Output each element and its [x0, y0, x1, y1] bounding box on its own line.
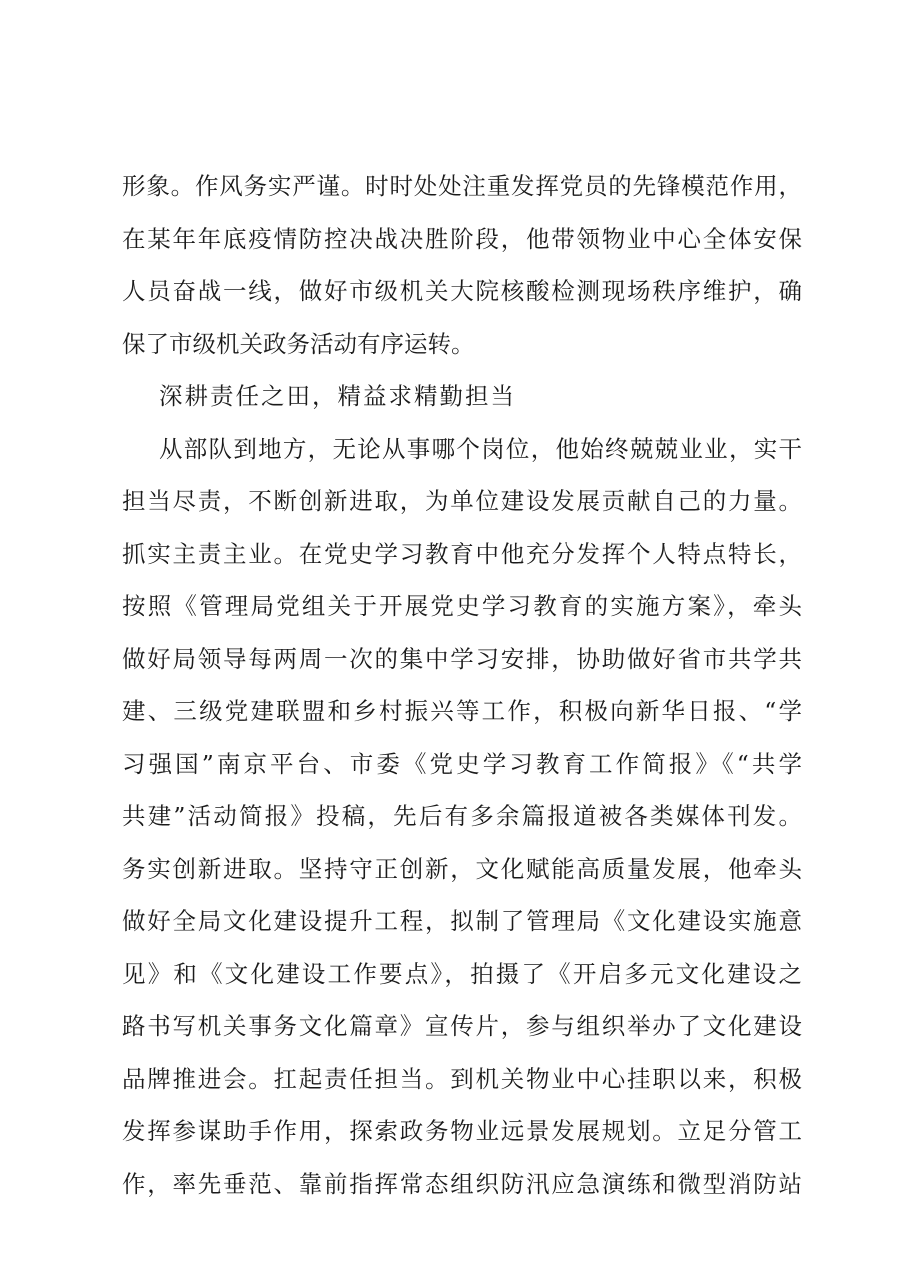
paragraph-line: 人员奋战一线，做好市级机关大院核酸检测现场秩序维护，确	[122, 277, 802, 305]
paragraph-line: 做好全局文化建设提升工程，拟制了管理局《文化建设实施意	[122, 907, 802, 935]
paragraph-line: 发挥参谋助手作用，探索政务物业远景发展规划。立足分管工	[122, 1117, 802, 1145]
paragraph-line: 按照《管理局党组关于开展党史学习教育的实施方案》，牵头	[122, 592, 802, 620]
paragraph-line: 见》和《文化建设工作要点》，拍摄了《开启多元文化建设之	[122, 959, 802, 988]
paragraph-line: 担当尽责，不断创新进取，为单位建设发展贡献自己的力量。	[122, 487, 802, 515]
paragraph-line: 做好局领导每两周一次的集中学习安排，协助做好省市共学共	[122, 644, 802, 673]
paragraph-line: 形象。作风务实严谨。时时处处注重发挥党员的先锋模范作用，	[122, 172, 802, 200]
paragraph-line: 抓实主责主业。在党史学习教育中他充分发挥个人特点特长，	[122, 539, 802, 568]
paragraph-line: 建、三级党建联盟和乡村振兴等工作，积极向新华日报、“学	[122, 697, 802, 725]
section-heading: 深耕责任之田，精益求精勤担当	[159, 382, 516, 410]
paragraph-line: 在某年年底疫情防控决战决胜阶段，他带领物业中心全体安保	[122, 224, 802, 253]
paragraph-line: 保了市级机关政务活动有序运转。	[122, 329, 475, 358]
paragraph-line: 务实创新进取。坚持守正创新，文化赋能高质量发展，他牵头	[122, 854, 802, 883]
paragraph-line: 品牌推进会。扛起责任担当。到机关物业中心挂职以来，积极	[122, 1064, 802, 1093]
paragraph-line: 路书写机关事务文化篇章》宣传片，参与组织举办了文化建设	[122, 1012, 802, 1040]
paragraph-line: 从部队到地方，无论从事哪个岗位，他始终兢兢业业，实干	[159, 434, 802, 463]
paragraph-line: 作，率先垂范、靠前指挥常态组织防汛应急演练和微型消防站	[122, 1169, 802, 1198]
paragraph-line: 共建”活动简报》投稿，先后有多余篇报道被各类媒体刊发。	[122, 802, 802, 830]
document-body	[122, 160, 802, 1210]
paragraph-line: 习强国”南京平台、市委《党史学习教育工作简报》《“共学	[122, 749, 802, 778]
